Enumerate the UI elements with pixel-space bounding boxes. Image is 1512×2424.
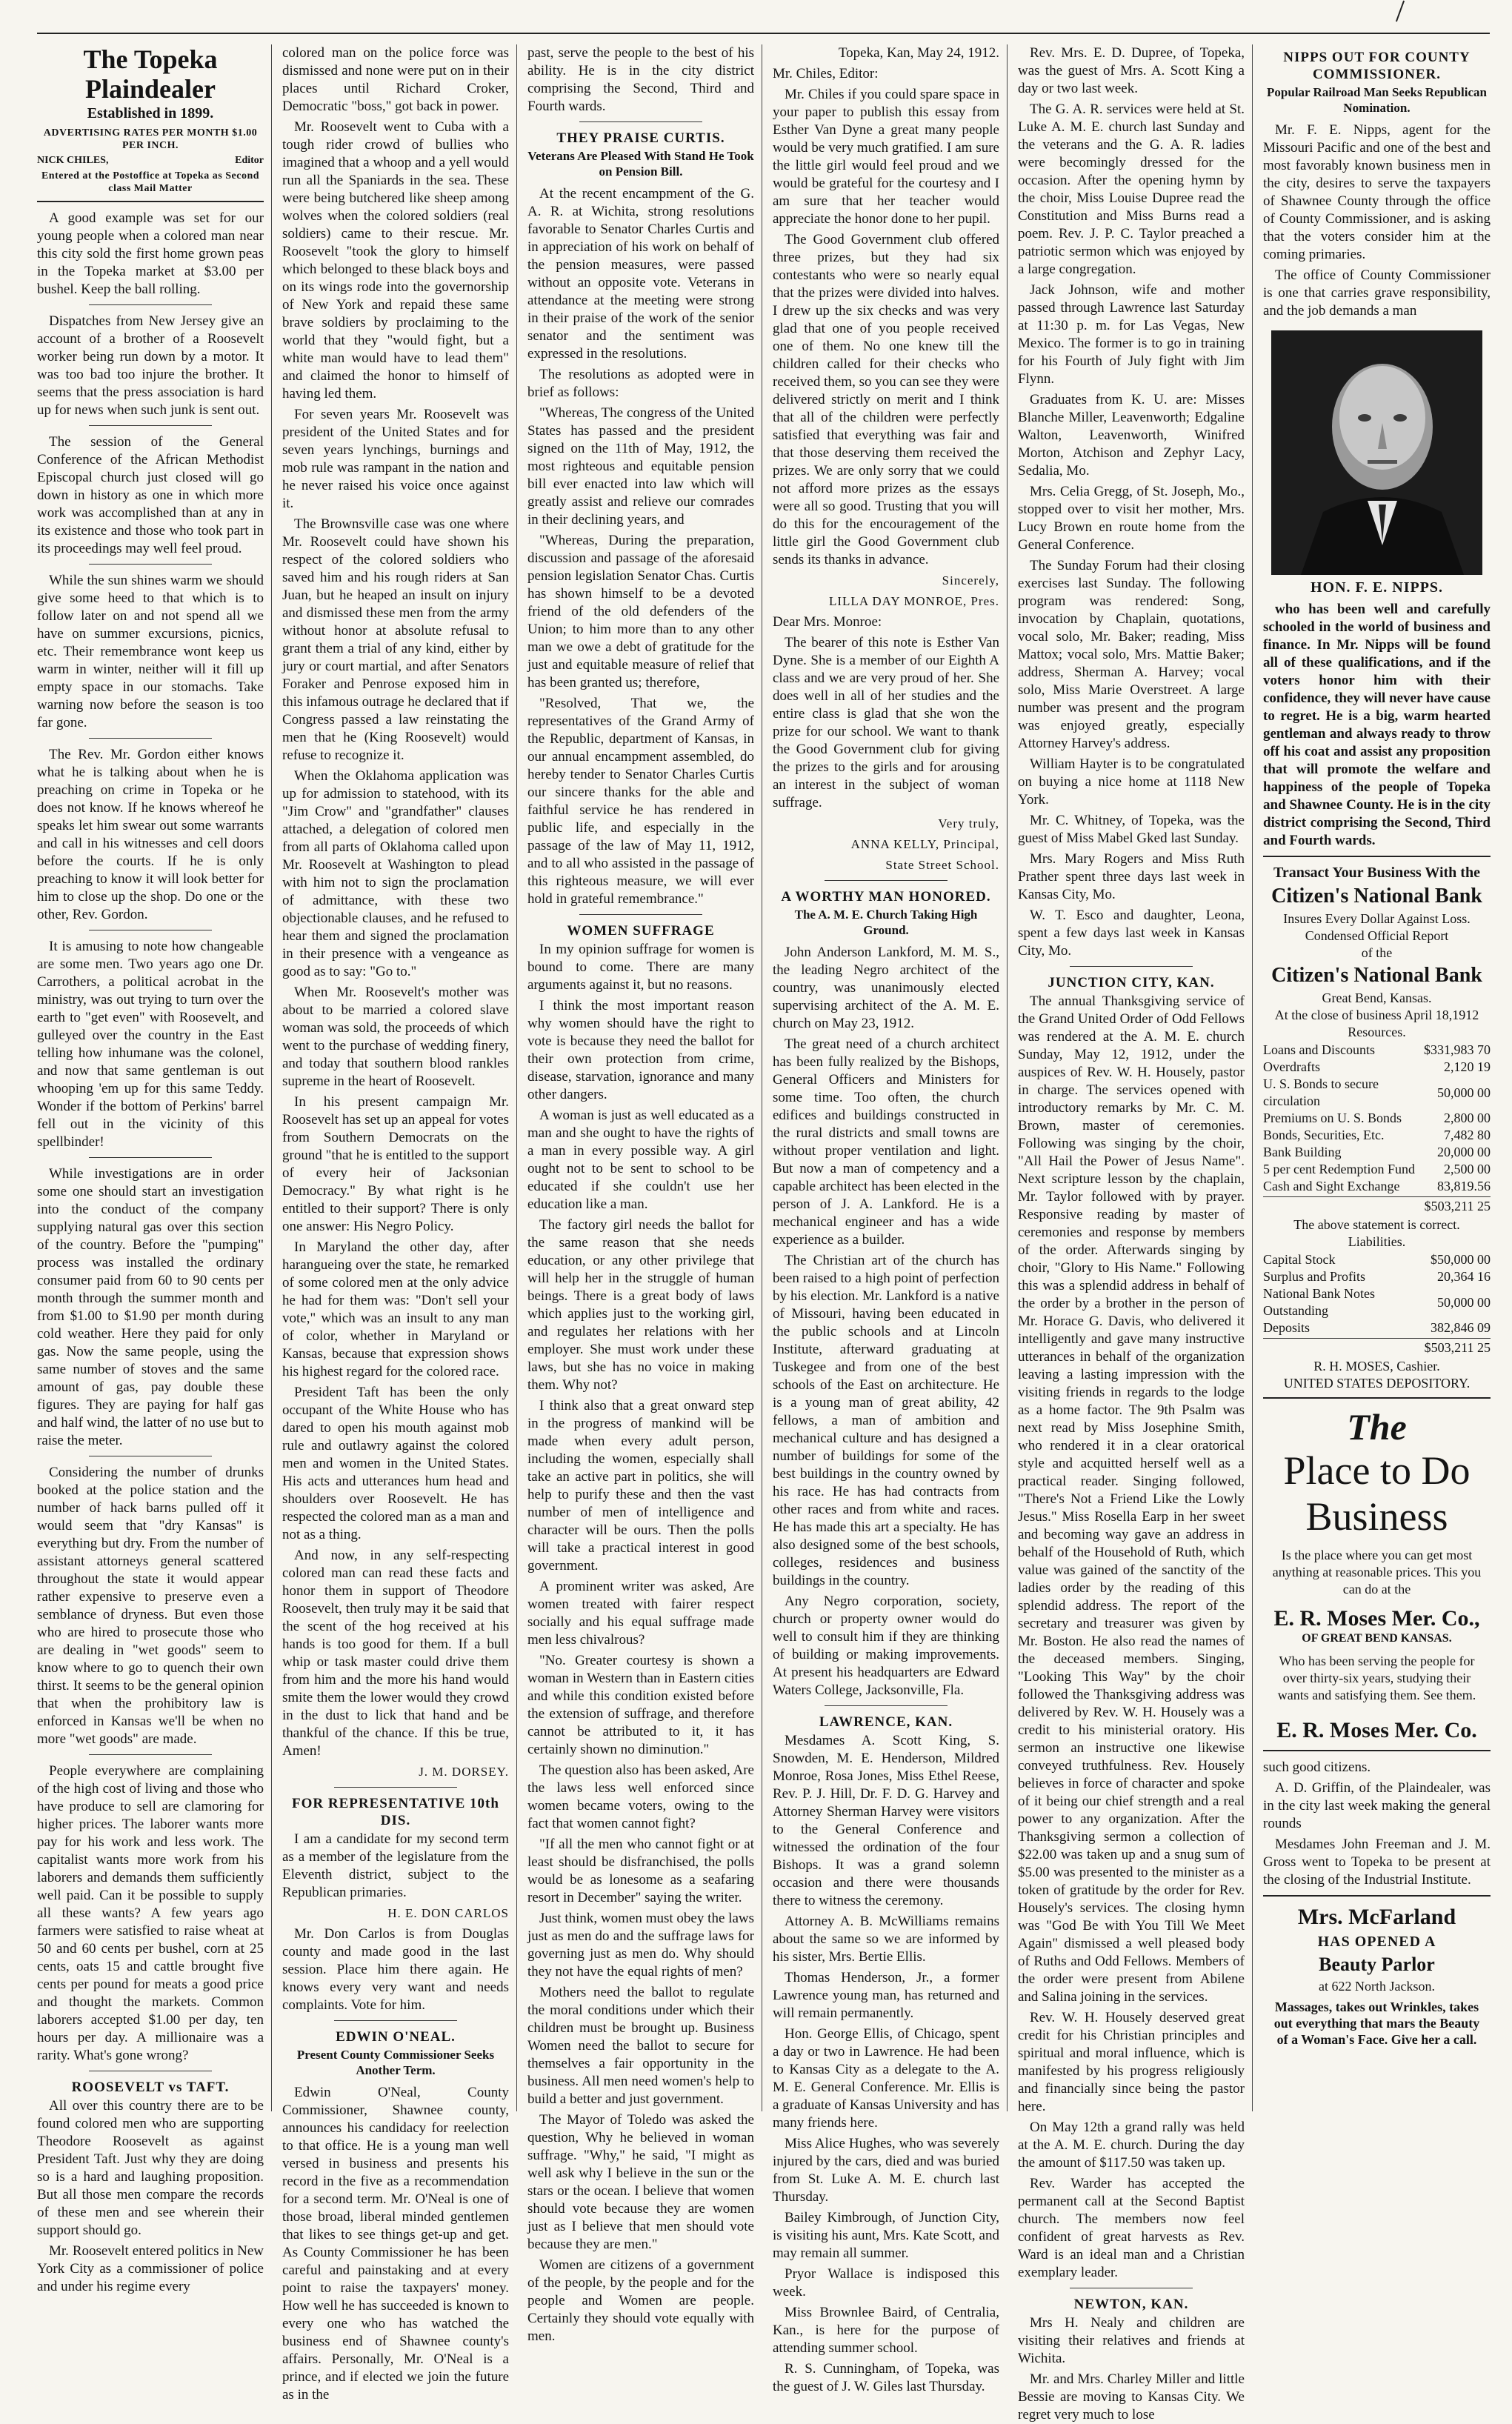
subheadline: Veterans Are Pleased With Stand He Took on Pension Bill. (527, 149, 754, 179)
ad-the: The (1347, 1406, 1407, 1448)
subheadline: The A. M. E. Church Taking High Ground. (794, 908, 978, 937)
headline: EDWIN O'NEAL. (336, 2029, 456, 2045)
divider (89, 1754, 212, 1755)
row-value: 2,120 19 (1444, 1059, 1491, 1074)
paragraph: When the Oklahoma application was up for admission to statehood, with its "Jim Crow" and "grandfather" clauses attached, a delegation of colored men from all parts of Oklahoma called upon Mr. Roosevelt at Washington to plead with him not to sign the proclamation of admittance, with these two objectionable clauses, and he refused to hear them and signed the proclamation in their presence with a vengeance as good as to say: "Go to." (282, 768, 509, 979)
paragraph: Miss Brownlee Baird, of Centralia, Kan., is here for the purpose of attending summer school. (773, 2305, 999, 2356)
paragraph: In my opinion suffrage for women is bound to come. There are many arguments against it, but no reasons. (527, 942, 754, 993)
portrait-caption: HON. F. E. NIPPS. (1310, 579, 1444, 596)
paragraph: Bailey Kimbrough, of Junction City, is visiting his aunt, Mrs. Kate Scott, and may remain all summer. (773, 2210, 999, 2261)
paragraph: President Taft has been the only occupant of the White House who has dared to open his mouth against mob rule and outlawry against the colored men and women in the United States. His acts and utterances hum head and shoulders over Roosevelt. He has respected the colored man as a man and not as a thing. (282, 1385, 509, 1542)
paragraph: Mr. Roosevelt went to Cuba with a tough rider crowd of bullies who imagined that a whoop and a yell would run all the Spaniards in the sea. These were being butchered like sheep among wolves when the colored soldiers (real soldiers) came to their rescue. Mr. Roosevelt "took the glory to himself which belonged to these black boys and on its wings rode into the governorship of New York and repaid these same brave soldiers by proclaiming to the world that they "would fight, but a white man would have to lead them" and claimed the honor to himself of having led them. (282, 119, 509, 402)
divider (1263, 1750, 1491, 1751)
bank-depository: UNITED STATES DEPOSITORY. (1283, 1376, 1471, 1391)
masthead-entered: Entered at the Postoffice at Topeka as Second class Mail Matter (41, 170, 260, 194)
paragraph: The Brownsville case was one where Mr. Roosevelt could have shown his respect of the colored soldiers who saved him and his rough riders at San Juan, but he heaped an insult on injury and dismissed these men from the army without honor at absolute refusal to grant them a trial of any kind, either by jury or court martial, and after Senators Foraker and Penrose exposed him in this infamous outrage he declared that if Congress passed a law reinstating the men that he (King Roosevelt) would refuse to recognize it. (282, 516, 510, 763)
row-label: Bank Building (1263, 1145, 1342, 1159)
paragraph: Miss Alice Hughes, who was severely injured by the cars, died and was buried from St. Luke A. M. E. church last Thursday. (773, 2136, 999, 2205)
paragraph: Attorney A. B. McWilliams remains about the same so we are informed by his sister, Mrs. Bertie Ellis. (773, 1914, 999, 1965)
dateline: Topeka, Kan, May 24, 1912. (838, 45, 999, 61)
paragraph: Women are citizens of a government of the people, by the people and for the people and Women are people. Certainly they should vote equally with men. (527, 2257, 754, 2344)
signature: LILLA DAY MONROE, Pres. (829, 594, 999, 608)
paragraph: Rev. Mrs. E. D. Dupree, of Topeka, was the guest of Mrs. A. Scott King a day or two last week. (1018, 45, 1245, 96)
ad-address: at 622 North Jackson. (1319, 1979, 1435, 1994)
bank-cashier: R. H. MOSES, Cashier. (1313, 1359, 1440, 1374)
ad-copy: Massages, takes out Wrinkles, takes out everything that mars the Beauty of a Woman's Face. Give her a call. (1273, 2000, 1480, 2047)
row-value: $331,983 70 (1424, 1042, 1491, 1057)
paragraph: In Maryland the other day, after harangueing over the state, he remarked of some colored men at the only advice he had for them was: "Don't sell your vote," which was an insult to any man of color, whether in Maryland or Kansas, because that expression shows his highest regard for the colored race. (282, 1239, 509, 1379)
moses-ad (1263, 1406, 1491, 1744)
table-row (1263, 1110, 1491, 1127)
paragraph: Any Negro corporation, society, church or property owner would do well to consult him if they are thinking of building or making improvements. At present his headquarters are Edward Waters College, Jacksonville, Fla. (773, 1594, 999, 1698)
bank-tagline: Insures Every Dollar Against Loss. (1283, 911, 1471, 926)
liabilities-table (1263, 1251, 1491, 1336)
divider (579, 121, 702, 122)
paragraph: The Sunday Forum had their closing exercises last Sunday. The following program was rendered: Song, invocation by Chaplain, quotations, vocal solo, Mr. Baker; reading, Miss Mattox; vocal solo, Mrs. Mattie Baker; address, Sherman A. Harvey; vocal solo, Miss Marie Overstreet. A large number was present and the program was enjoyed greatly, especially Attorney Harvey's address. (1018, 558, 1245, 751)
paragraph: Dispatches from New Jersey give an account of a brother of a Roosevelt worker being run down by a motor. It was too bad too injure the brother. It seems that the press association is hard up for news when such junk is sent out. (37, 313, 264, 418)
column-4 (773, 44, 1008, 2394)
paragraph: Thomas Henderson, Jr., a former Lawrence young man, has returned and will remain permanently. (773, 1970, 999, 2021)
bank-ad (1263, 865, 1491, 1391)
paragraph: Rev. Warder has accepted the permanent call at the Second Baptist church. The members now feel confident of great harvests as Rev. Ward is an ideal man and a Christian exemplary leader. (1018, 2176, 1245, 2280)
row-label: Bonds, Securities, Etc. (1263, 1128, 1385, 1142)
portrait-photo (1271, 330, 1482, 575)
ad-business: Beauty Parlor (1319, 1954, 1435, 1975)
table-row (1263, 1059, 1491, 1076)
salutation: Mr. Chiles, Editor: (773, 66, 879, 81)
paragraph: I think also that a great onward step in the progress of mankind will be made when every adult person, including the women, especially shall take an active part in politics, she will help to purify these and then the vast number of men of intelligence and character will be ours. Then the polls will take a practical interest in good government. (527, 1398, 754, 1574)
paragraph: The Mayor of Toledo was asked the question, Why he believed in woman suffrage. "Why," he said, "I might as well ask why I believe in the sun or the stars or the ocean. I believe that women should vote because they are women just as I believe that men should vote because they are men." (527, 2112, 754, 2252)
paragraph: Mesdames A. Scott King, S. Snowden, M. E. Henderson, Mildred Monroe, Rosa Jones, Miss Ethel Reese, Rev. P. J. Hill, Dr. F. D. G. Harvey and Attorney Sherman Harvey were visitors to the General Conference and witnessed the ordination of the four Bishops. It was a grand solemn occasion and there were thousands there to witness the ceremony. (773, 1733, 999, 1908)
divider (825, 880, 948, 881)
ad-firm-2: E. R. Moses Mer. Co. (1276, 1718, 1477, 1742)
divider (89, 738, 212, 739)
row-value: 50,000 00 (1437, 1294, 1491, 1310)
divider (89, 1157, 212, 1158)
bank-of: of the (1361, 945, 1393, 960)
signature: State Street School. (885, 858, 999, 872)
row-value: 7,482 80 (1444, 1128, 1491, 1142)
table-row (1263, 1076, 1491, 1110)
divider (579, 914, 702, 915)
masthead-title: The Topeka Plaindealer (83, 44, 218, 104)
paragraph: Mr. Roosevelt entered politics in New York City as a commissioner of police and under his regime every (37, 2243, 264, 2294)
divider (1263, 1397, 1491, 1399)
subheadline: Popular Railroad Man Seeks Republican Nomination. (1267, 85, 1487, 115)
row-value: 2,500 00 (1444, 1162, 1491, 1176)
paragraph: For seven years Mr. Roosevelt was president of the United States and for seven years lynchings, burnings and mob rule was rampant in the nation and he never raised his voice once against it. (282, 407, 509, 511)
paragraph: Graduates from K. U. are: Misses Blanche Miller, Leavenworth; Edgaline Walton, Leavenworth, Winifred Morton, Atchison and Zephyr Lacy, Sedalia, Mo. (1018, 392, 1245, 479)
row-label: National Bank Notes Outstanding (1263, 1286, 1375, 1318)
masthead-established: Established in 1899. (87, 105, 214, 121)
paragraph: A good example was set for our young people when a colored man near this city sold the first home grown peas in the Topeka market at $3.00 per bushel. Keep the ball rolling. (37, 210, 264, 297)
divider (1070, 966, 1193, 967)
paragraph: Rev. W. H. Housely deserved great credit for his Christian principles and spiritual and moral influence, which is manifested by his progress religiously and financially since being the pastor here. (1018, 2010, 1245, 2114)
table-row (1263, 1251, 1491, 1268)
divider (1263, 856, 1491, 857)
paragraph: The question also has been asked, Are the laws less well enforced since women became voters, owing to the fact that women cannot fight? (527, 1762, 754, 1831)
paragraph: Mr. Don Carlos is from Douglas county and made good in the last session. Place him there again. He knows every very want and needs complaints. Vote for him. (282, 1926, 509, 2013)
ad-body: Is the place where you can get most anything at reasonable prices. This you can do at the (1272, 1548, 1482, 1596)
paragraph: Just think, women must obey the laws just as men do and the suffrage laws for governing just as men do. Why should they not have the equal rights of men? (527, 1911, 754, 1980)
paragraph: "Whereas, During the preparation, discussion and passage of the aforesaid pension legislation Senator Chas. Curtis has shown himself to be a devoted friend of the old defenders of the Union; to him more than to any other man we owe a debt of gratitude for the just and equitable measure of relief that has been granted us; therefore, (527, 533, 754, 690)
table-row (1263, 1285, 1491, 1319)
paragraph: colored man on the police force was dismissed and none were put on in their places until Richard Croker, Democratic "boss," got back in power. (282, 45, 509, 114)
paragraph: "No. Greater courtesy is shown a woman in Western than in Eastern cities and while this condition existed before the extension of suffrage, and therefore cannot be attributed to it, it has certainly shown no diminution." (527, 1653, 754, 1757)
ad-firm-location: OF GREAT BEND KANSAS. (1302, 1632, 1452, 1645)
paragraph: I am a candidate for my second term as a member of the legislature from the Eleventh district, subject to the Republican primaries. (282, 1831, 509, 1900)
paragraph: Mr. Chiles if you could spare space in your paper to publish this essay from Esther Van Dyne a great many people would be very much gratified. I am sure the little girl would feel proud and we would be grateful for the courtesy and I am sure that her teacher would appreciate the honor done to her pupil. (773, 87, 999, 227)
paragraph: While investigations are in order some one should start an investigation into the conduct of the company supplying natural gas over this section of the country. Before the "pumping" process was installed the ordinary consumer paid from 60 to 90 cents per month through the summer month and from $1.00 to $1.90 per month during cold weather. Here they paid for only gas. Now the same people, using the same number of stoves and the same amount of gas, pay double these figures. They are paying for half gas and half wind, the latter of no use but to raise the meter. (37, 1166, 264, 1448)
signature: H. E. DON CARLOS (387, 1906, 509, 1920)
table-row (1263, 1268, 1491, 1285)
page-crease-mark (1396, 1, 1405, 22)
paragraph: W. T. Esco and daughter, Leona, spent a few days last week in Kansas City, Mo. (1018, 908, 1245, 959)
row-label: U. S. Bonds to secure circulation (1263, 1076, 1379, 1108)
paragraph: R. S. Cunningham, of Topeka, was the guest of J. W. Giles last Thursday. (773, 2361, 999, 2394)
paragraph: Considering the number of drunks booked at the police station and the number of hack barns pulled off it would seem that "dry Kansas" is everything but dry. From the number of assistant attorneys general scattered throughout the state it would appear rather expensive to preserve even a semblance of dryness. But even those who are hired to prosecute those who are dealing in "wet goods" seem to know where to go to quench their own thirst. It seems to be the general opinion that when the prohibitory law is enforced in Kansas we'll be when no more "wet goods" are made. (37, 1465, 264, 1747)
paragraph: John Anderson Lankford, M. M. S., the leading Negro architect of the country, was unanimously elected supervising architect of the A. M. E. church on May 23, 1912. (773, 945, 999, 1031)
paragraph: The Rev. Mr. Gordon either knows what he is talking about when he is preaching on crime in Topeka or he does not know. If he knows whereof he speaks let him swear out some warrants and call in his witnesses and cell doors before the courts. If he is only preaching to know it will look better for him to close up the shop. Do one or the other, Rev. Gordon. (37, 747, 264, 922)
paragraph: The bearer of this note is Esther Van Dyne. She is a member of our Eighth A class and we are very proud of her. She does well in all of her studies and the entire class is glad that she won the prize for our school. We want to thank the Good Government club for giving the prizes to the girls and for arousing an interest in the subject of woman suffrage. (773, 635, 999, 810)
paragraph: And now, in any self-respecting colored man can read these facts and honor them in support of Theodore Roosevelt, then truly may it be said that the scent of the hog received at his hands is too good for them. If a bull whip or task master could drive them from him and the more his hand would smite them the lower would they crowd in the dust to lick that hand and be thankful of the chance. If this be true, Amen! (282, 1548, 509, 1759)
resources-total: $503,211 25 (1263, 1196, 1491, 1214)
editor-role: Editor (235, 155, 264, 166)
paragraph: At the recent encampment of the G. A. R. at Wichita, strong resolutions favorable to Senator Charles Curtis and in appreciation of his work on behalf of the pension measures, were passed without an opposite vote. Veterans in attendance at the meeting were strong in their praise of the work of the senior senator and the sentiment was expressed in the resolutions. (527, 186, 754, 362)
headline: WOMEN SUFFRAGE (567, 923, 715, 939)
paragraph: Mrs. Celia Gregg, of St. Joseph, Mo., stopped over to visit her mother, Mrs. Lucy Brown en route home from the General Conference. (1018, 484, 1245, 553)
paragraph: past, serve the people to the best of his ability. He is in the city district comprising the Second, Third and Fourth wards. (527, 45, 754, 114)
headline: ROOSEVELT vs TAFT. (71, 2080, 230, 2095)
paragraph: The Christian art of the church has been raised to a high point of perfection by his election. Mr. Lankford is a native of Missouri, having been educated in the public schools and at Lincoln Institute, afterward graduating at Tuskegee and from one of the best schools of the East on architecture. He is a young man of great ability, 42 fellows, a man of ambition and mechanical culture and has designed a number of buildings for some of the best buildings in the country owned by his race. He has had contracts from other races and from white and races. He has made this art a specialty. He has also designed some of the best schools, colleges, residences and business buildings in the country. (773, 1253, 999, 1588)
divider (1263, 1895, 1491, 1897)
masthead-rates: ADVERTISING RATES PER MONTH $1.00 PER INCH. (43, 127, 258, 151)
paragraph: Mrs. Mary Rogers and Miss Ruth Prather spent three days last week in Kansas City, Mo. (1018, 851, 1245, 902)
table-row (1263, 1127, 1491, 1144)
top-rule (37, 33, 1490, 34)
ad-headline-2: Business (1305, 1494, 1448, 1539)
resources-table (1263, 1042, 1491, 1195)
paragraph: When Mr. Roosevelt's mother was about to be married a colored slave woman was sold, the proceeds of which went to the purchase of wedding finery, and today that southern blood rankles supreme in the heart of Roosevelt. (282, 985, 509, 1089)
row-value: 2,800 00 (1444, 1111, 1491, 1125)
editor-name: NICK CHILES, (37, 155, 109, 166)
row-label: Cash and Sight Exchange (1263, 1179, 1400, 1193)
headline: NIPPS OUT FOR COUNTY COMMISSIONER. (1283, 50, 1471, 82)
headline: NEWTON, KAN. (1073, 2297, 1189, 2312)
row-label: Surplus and Profits (1263, 1269, 1366, 1284)
divider (334, 2020, 457, 2021)
headline: FOR REPRESENTATIVE 10th DIS. (292, 1796, 499, 1828)
table-row (1263, 1319, 1491, 1336)
paragraph: It is amusing to note how changeable are some men. Two years ago one Dr. Carrothers, a political acrobat in the ministry, was out trying to turn over the earth to "get even" with Roosevelt, and gulleyed over the country in the East telling how inhumane was the colonel, and now that same gentleman is out whooping 'em up for this same Teddy. Wonder if the bottom of Perkins' barrel fell out in the vicinity of this spellbinder! (37, 939, 264, 1150)
divider (89, 564, 212, 565)
paragraph: Mrs H. Nealy and children are visiting their relatives and friends at Wichita. (1018, 2315, 1245, 2366)
ad-proprietor: Mrs. McFarland (1297, 1905, 1456, 1929)
headline: LAWRENCE, KAN. (819, 1714, 953, 1730)
signature: Very truly, (938, 816, 999, 830)
row-label: Deposits (1263, 1320, 1310, 1335)
columns (37, 44, 1502, 2423)
subheadline: Present County Commissioner Seeks Another Term. (296, 2048, 495, 2077)
beauty-parlor-ad (1263, 1904, 1491, 2048)
bank-name: Citizen's National Bank (1271, 885, 1482, 908)
paragraph: I think the most important reason why women should have the right to vote is because they need the ballot for their own protection from crime, disease, starvation, ignorance and many other dangers. (527, 998, 754, 1102)
row-value: 20,000 00 (1437, 1145, 1491, 1159)
paragraph: "Resolved, That we, the representatives of the Grand Army of the Republic, department of Kansas, in our annual encampment assembled, do hereby tender to Senator Charles Curtis our sincere thanks for the able and faithful service he has rendered in public life, and especially in the passage of the law of May 11, 1912, and to all who assisted in the passage of this righteous measure, we will ever hold in grateful remembrance." (527, 696, 754, 907)
paragraph: In his present campaign Mr. Roosevelt has set up an appeal for votes from Southern Democrats on the ground "that he is entitled to the support of every heir of Jacksonian Democracy." By what right is he entitled to their support? There is only one answer: His Negro Policy. (282, 1094, 509, 1234)
bank-location: Great Bend, Kansas. (1322, 990, 1432, 1005)
paragraph: The factory girl needs the ballot for the same reason that she needs education, or any other privilege that will help her in the struggle of human beings. There is a great body of laws which applies just to the working girl, and regulates her relations with her employer. She must work under these laws, but she has no voice in making them. Why not? (527, 1217, 754, 1393)
row-label: Capital Stock (1263, 1252, 1336, 1267)
salutation: Dear Mrs. Monroe: (773, 614, 882, 630)
row-label: Premiums on U. S. Bonds (1263, 1111, 1402, 1125)
divider (825, 1705, 948, 1706)
column-3 (527, 44, 762, 2344)
statement-correct: The above statement is correct. (1293, 1217, 1460, 1232)
paragraph: The annual Thanksgiving service of the Grand United Order of Odd Fellows was rendered at the A. M. E. church Sunday, May 12, 1912, under the auspices of Rev. W. H. Housely, pastor in charge. The services opened with introductory remarks by Mr. C. M. Brown, master of ceremonies. Following was singing by the choir, "All Hail the Power of Jesus Name". Next scripture lesson by the chaplain, Mr. Taylor followed with by prayer. Responsive reading by master of ceremonies and response by members of the order. Afterwards singing by choir, "Glory to His Name." Following this was a splendid address in behalf of the order by a brother in the person of Mr. Horace G. Davis, who delivered it intelligently and gave many instructive utterances in behalf of the organization leaving a lasting impression with the visiting friends in regards to the lodge as a home factor. The 9th Psalm was next read by Miss Josephine Smith, who rendered it in a clear oratorical style and acquitted herself well as a practical reader. Singing followed, "There's Not a Friend Like the Lowly Jesus." Miss Rosella Earp in her sweet and becoming way gave an address in behalf of the Household of Ruth, which value was gained of the sanctity of the ladies order by the reading of this splendid address. The report of the secretary and treasurer was given by Mr. Boston. He also read the names of the deceased members. Singing, "Looking This Way" by the choir followed the Thanksgiving address was delivered by Rev. W. H. Housely was a credit to his ministerial oratory. His sermon an instructive one likewise conveyed truthfulness. Rev. Housely believes in force of character and spoke of it being our chief strength and a real power to any organization. After the Thanksgiving sermon a collection of $22.00 was taken up and a snug sum of $5.00 was presented to the minister as a token of gratitude by the order for Rev. Housely's services. The closing hymn was "God Be with You Till We Meet Again" dismissed a well pleased body of Ruths and Odd Fellows. Members of the order were present from Abilene and Salina joining in the services. (1018, 993, 1245, 2005)
signature: J. M. DORSEY. (419, 1765, 509, 1779)
ad-opened: HAS OPENED A (1317, 1934, 1436, 1950)
row-value: 382,846 09 (1431, 1320, 1491, 1335)
signature: Sincerely, (942, 573, 999, 587)
divider (334, 1787, 457, 1788)
table-row (1263, 1161, 1491, 1178)
row-label: Overdrafts (1263, 1059, 1320, 1074)
liabilities-heading: Liabilities. (1348, 1234, 1406, 1249)
bank-intro: Transact Your Business With the (1273, 865, 1480, 881)
headline: JUNCTION CITY, KAN. (1048, 975, 1215, 990)
paragraph: The session of the General Conference of the African Methodist Episcopal church just closed will go down in history as one in which more work was accomplished than at any in its existence and those who took part in its proceedings may well feel proud. (37, 434, 264, 556)
paragraph: "Whereas, The congress of the United States has passed and the president signed on the 11th of May, 1912, the most righteous and equitable pension bill ever enacted into law which will greatly assist and relieve our comrades in their declining years, and (527, 405, 754, 527)
paragraph: While the sun shines warm we should give some heed to that which is to follow later on and not spend all we have on summer excursions, picnics, etc. Their remembrance wont keep us warm in winter, neither will it fill up empty space in our stomachs. Take warning now before the season is too far gone. (37, 573, 264, 730)
row-value: $50,000 00 (1431, 1252, 1491, 1267)
paragraph: such good citizens. (1263, 1759, 1371, 1775)
paragraph: The Good Government club offered three prizes, but they had six contestants who were so nearly equal that the prizes were divided into halves. I drew up the six checks and was very glad that one of you people received one of them. No one knew till the children called for their checks who received them, so you can see they were delivered strictly on merit and I think that all of the children were perfectly satisfied that everything was fair and that those deserving them received the prizes. We are only sorry that we could not afford more prizes as the essays were all so good. Trusting that you will do this for the encouragement of the little girl the Good Government club sends its thanks in advance. (773, 232, 999, 567)
paragraph: Mothers need the ballot to regulate the moral conditions under which their children must be brought up. Business Women need the ballot to secure for themselves a fair opportunity in the business. All men need women's help to build a better and just government. (527, 1985, 754, 2107)
bank-report-title: Condensed Official Report (1305, 928, 1449, 943)
bank-date: At the close of business April 18,1912 (1274, 1008, 1479, 1022)
headline: THEY PRAISE CURTIS. (556, 130, 725, 146)
column-5 (1018, 44, 1253, 2423)
paragraph: The G. A. R. services were held at St. Luke A. M. E. church last Sunday and the veterans and the G. A. R. ladies were becomingly dressed for the occasion. After the opening hymn by the choir, Miss Louise Dupree read the Constitution and Miss Burns read a poem. Rev. J. P. C. Taylor preached a patriotic sermon which was enjoyed by a large congregation. (1018, 101, 1245, 277)
paragraph: People everywhere are complaining of the high cost of living and those who have produce to sell are clamoring for higher prices. The laborer wants more pay for his work and less work. The capitalist wants more work from his laborers and demands them sufficiently well paid. Can it be possible to supply all these wants? A few years ago farmers were satisfied to raise wheat at 50 and 60 cents per bushel, corn at 25 cents, oats 15 and cattle brought five cents per pound for meats a good price and thought the markets. Common laborers accepted $1.00 per day, ten hours per day. A millionaire was a rarity. What's gone wrong? (37, 1763, 264, 2063)
paragraph: Mr. C. Whitney, of Topeka, was the guest of Miss Mabel Gked last Sunday. (1018, 813, 1245, 846)
row-value: 83,819.56 (1437, 1179, 1491, 1193)
paragraph: Mr. and Mrs. Charley Miller and little Bessie are moving to Kansas City. We regret very much to lose (1018, 2371, 1245, 2423)
paragraph: Pryor Wallace is indisposed this week. (773, 2266, 999, 2300)
masthead-editor-line (37, 155, 264, 167)
divider (89, 425, 212, 426)
paragraph: Mesdames John Freeman and J. M. Gross went to Topeka to be present at the closing of the Industrial Institute. (1263, 1837, 1491, 1888)
row-label: 5 per cent Redemption Fund (1263, 1162, 1415, 1176)
bank-name-2: Citizen's National Bank (1271, 964, 1482, 987)
paragraph: Mr. F. E. Nipps, agent for the Missouri Pacific and one of the best and most favorably known business men in the city, desires to serve the taxpayers of Shawnee County through the office of County Commissioner, and is asking that the voters consider him at the coming primaries. (1263, 122, 1491, 262)
paragraph: Jack Johnson, wife and mother passed through Lawrence last Saturday at 11:30 p. m. for Las Vegas, New Mexico. The former is to go in training for his Fourth of July fight with Jim Flynn. (1018, 282, 1245, 387)
ad-body-2: Who has been serving the people for over thirty-six years, studying their wants and satisfying them. See them. (1277, 1654, 1476, 1702)
paragraph: Hon. George Ellis, of Chicago, spent a day or two in Lawrence. He had been to Kansas City as a delegate to the A. M. E. General Conference. Mr. Ellis is a graduate of Kansas University and has many friends here. (773, 2026, 1000, 2131)
row-value: 50,000 00 (1437, 1085, 1491, 1100)
paragraph: A woman is just as well educated as a man and she ought to have the rights of a man in every possible way. A girl ought not to be sent to school to be educated if she couldn't use her education like a man. (527, 1108, 754, 1212)
ad-firm: E. R. Moses Mer. Co., (1273, 1606, 1480, 1631)
row-value: 20,364 16 (1437, 1269, 1491, 1284)
portrait-silhouette-icon (1271, 330, 1482, 575)
column-1 (37, 44, 272, 2294)
liabilities-total: $503,211 25 (1263, 1338, 1491, 1356)
row-label: Loans and Discounts (1263, 1042, 1375, 1057)
headline: A WORTHY MAN HONORED. (781, 889, 991, 905)
paragraph: A prominent writer was asked, Are women treated with fairer respect socially and his equal suffrage made men less chivalrous? (527, 1579, 754, 1648)
resources-heading: Resources. (1348, 1025, 1406, 1039)
paragraph: who has been well and carefully schooled in the world of business and finance. In Mr. Nipps will be found all of these qualifications, and if the voters honor him with their confidence, they will never have cause to regret. He is a big, warm hearted gentleman and always ready to throw off his coat and assist any proposition that will promote the welfare and happiness of the people of Topeka and Shawnee County. He is in the city district comprising the Second, Third and Fourth wards. (1263, 602, 1491, 848)
paragraph: William Hayter is to be congratulated on buying a nice home at 1118 New York. (1018, 756, 1245, 808)
paragraph: On May 12th a grand rally was held at the A. M. E. church. During the day the amount of $117.50 was taken up. (1018, 2120, 1245, 2171)
paragraph: Edwin O'Neal, County Commissioner, Shawnee county, announces his candidacy for reelection to that office. He is a young man well versed in business and presents his record in the five as a recommendation for a second term. Mr. O'Neal is one of those broad, liberal minded gentlemen that likes to see things get-up and get. As County Commissioner he has been careful and painstaking and at every point to raise the taxpayers' money. How well he has succeeded is known to every one who has watched the business end of Shawnee county's affairs. Personally, Mr. O'Neal is a prince, and if elected we join the future as in the (282, 2085, 509, 2403)
divider (37, 201, 264, 202)
paragraph: A. D. Griffin, of the Plaindealer, was in the city last week making the general rounds (1263, 1780, 1491, 1831)
signature: ANNA KELLY, Principal, (850, 837, 999, 851)
paragraph: The office of County Commissioner is one that carries grave responsibility, and the job demands a man (1263, 267, 1491, 319)
paragraph: All over this country there are to be found colored men who are supporting Theodore Roosevelt as against President Taft. Just why they are doing so is a hard and laughing proposition. But all those men compare the records of these men and see wherein their support should go. (37, 2098, 264, 2238)
column-2 (282, 44, 517, 2403)
ad-headline-1: Place to Do (1283, 1448, 1471, 1493)
paragraph: The great need of a church architect has been fully realized by the Bishops, General Officers and Ministers for some time. Too often, the church edifices and buildings constructed in the rural districts and small towns are without proper ventilation and light. But now a man of competency and a capable architect has been elected in the person of J. A. Lankford. He is a mechanical engineer and has a wide experience as a builder. (773, 1036, 999, 1248)
table-row (1263, 1178, 1491, 1195)
divider (89, 304, 212, 305)
paragraph: The resolutions as adopted were in brief as follows: (527, 367, 754, 400)
column-6 (1263, 44, 1498, 2111)
table-row (1263, 1042, 1491, 1059)
table-row (1263, 1144, 1491, 1161)
paragraph: "If all the men who cannot fight or at least should be disfranchised, the polls would be as lonesome as a seafaring resort in December" saying the writer. (527, 1837, 754, 1905)
